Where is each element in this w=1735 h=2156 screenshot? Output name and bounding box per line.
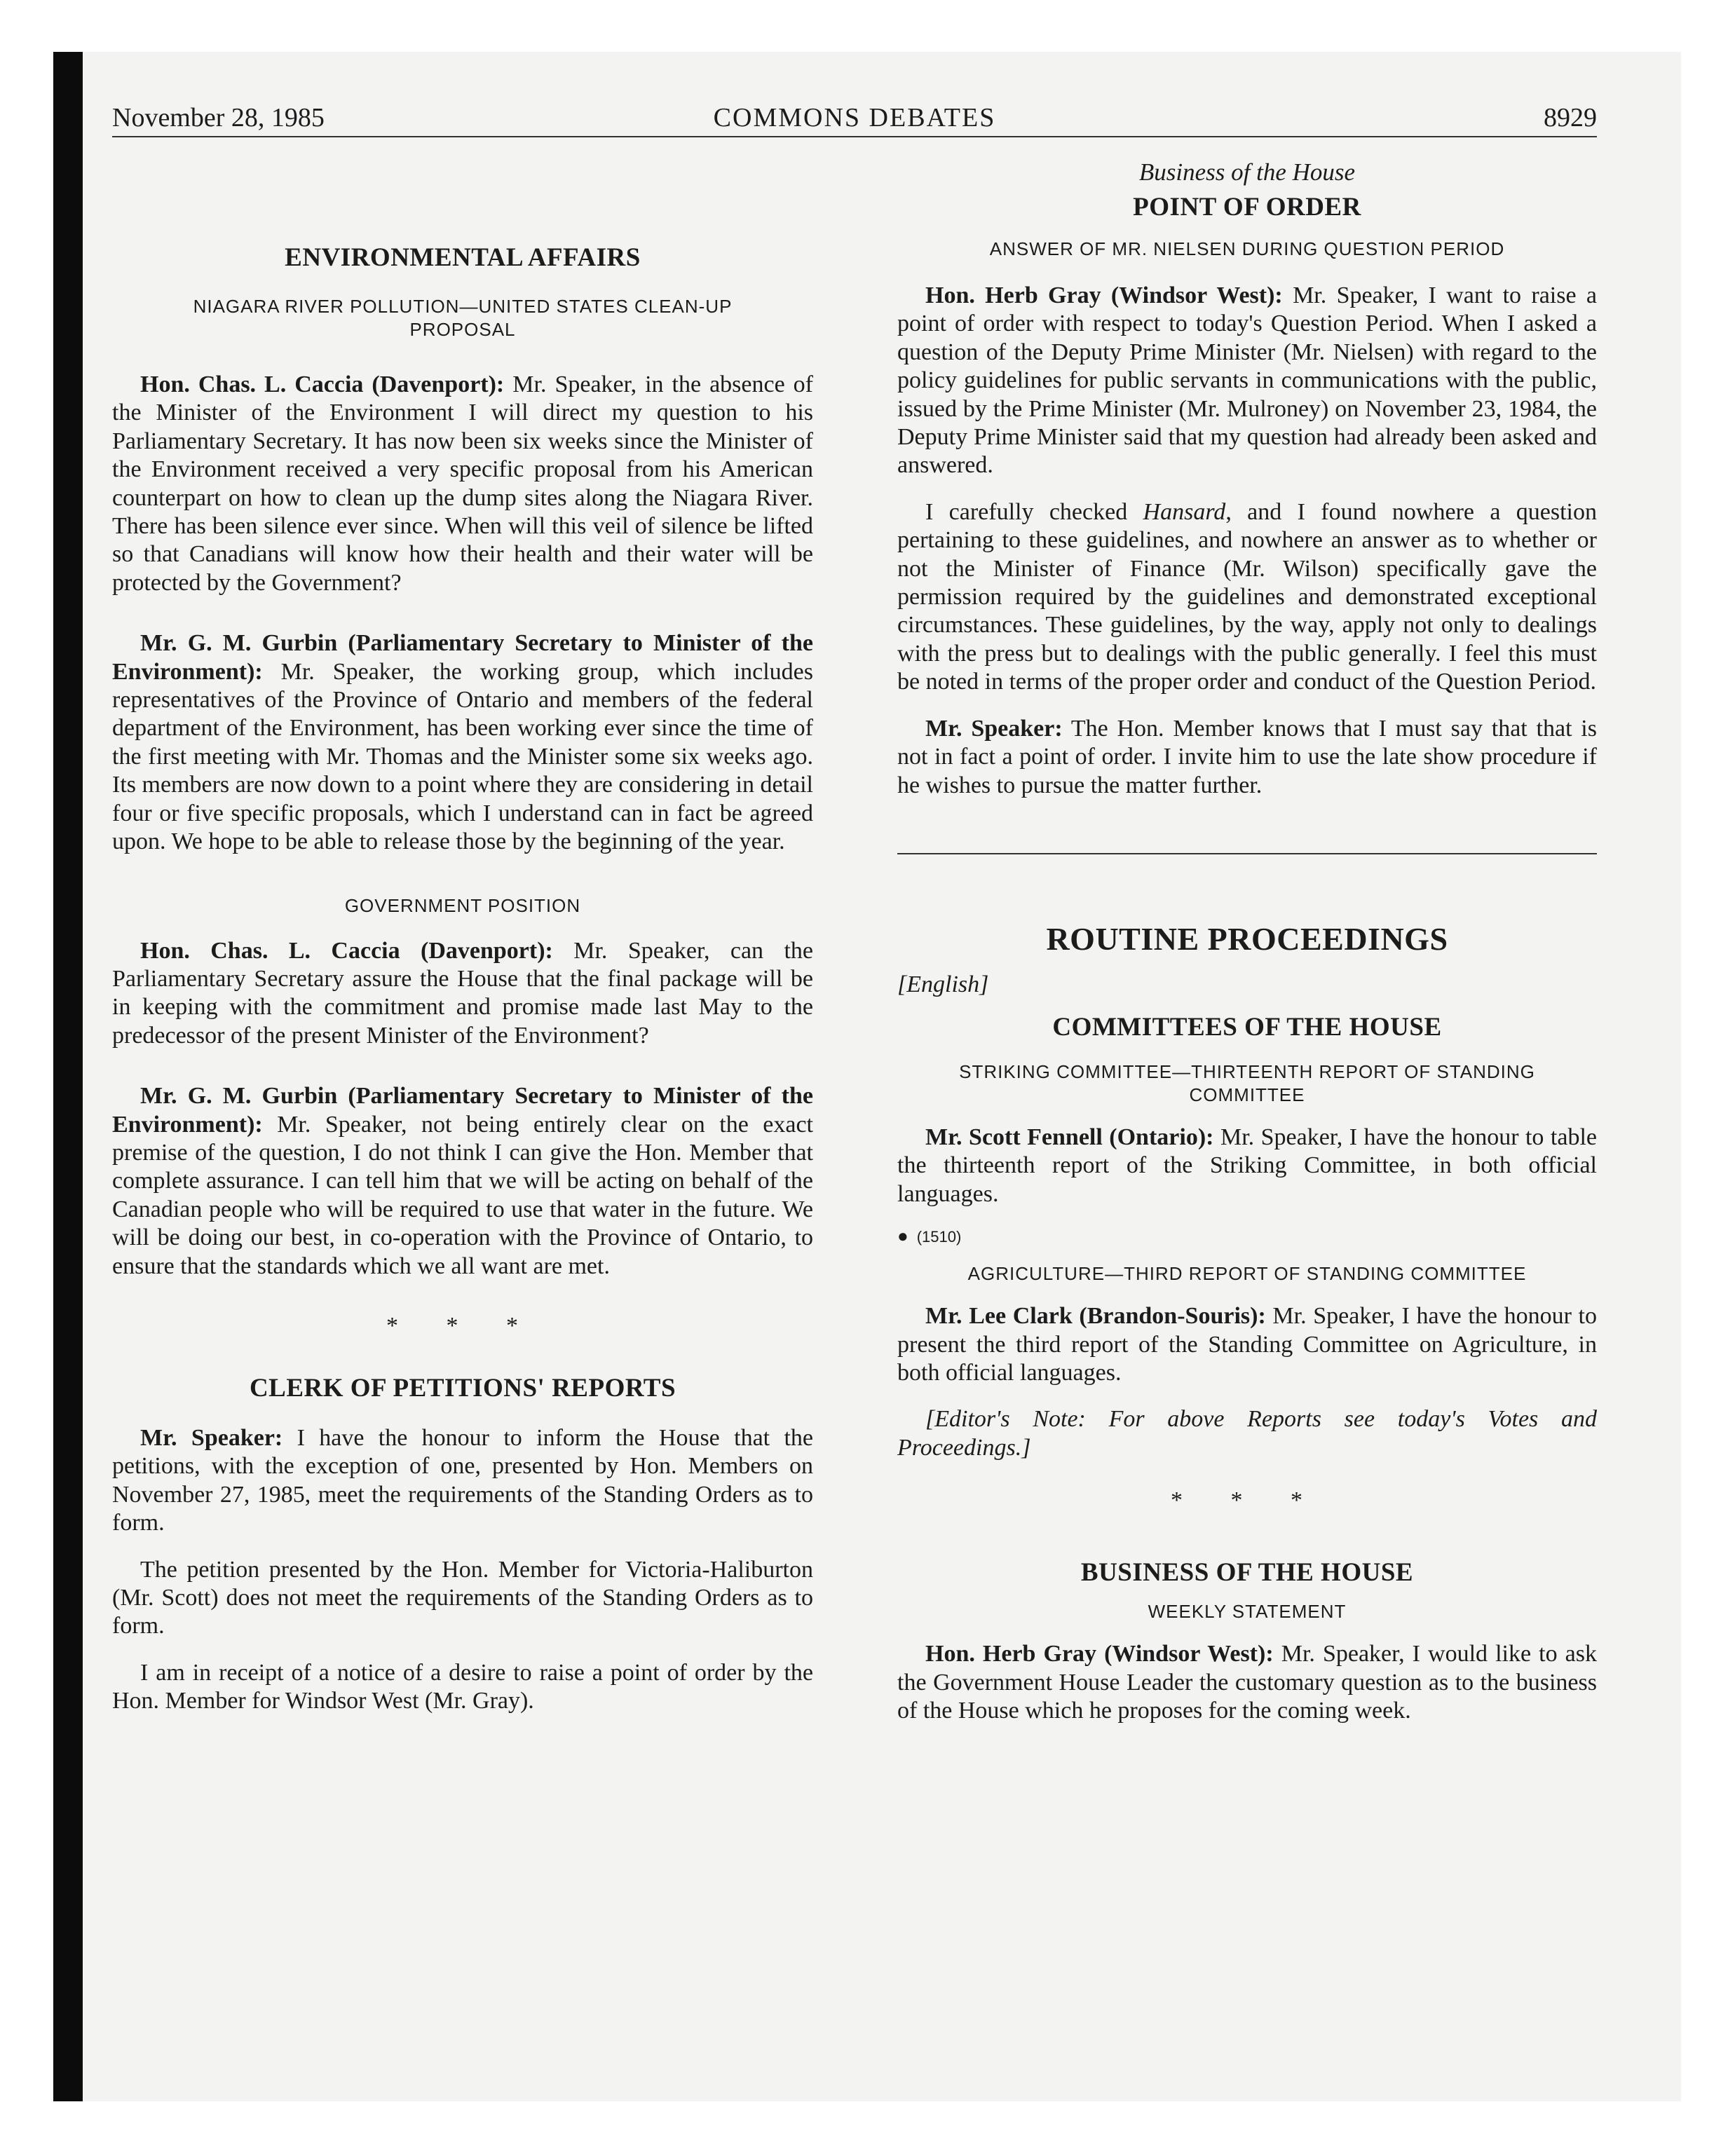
speaker-name: Hon. Herb Gray (Windsor West):: [925, 1641, 1274, 1667]
speaker-name: Mr. Speaker:: [140, 1424, 283, 1451]
paragraph-caccia-1: Hon. Chas. L. Caccia (Davenport): Mr. Speaker, in the absence of the Minister of the Environment I will direct my question to his Parliamentary Secretary. It has now been six weeks since the Minister of the Environment received a very specific proposal from his American counterpart on how to clean up the dump sites along the Niagara River. There has been silence ever since. When will this veil of silence be lifted so that Canadians will know how their health and their water will be protected by the Government?: [112, 371, 813, 596]
hansard-reference: Hansard: [1143, 498, 1226, 525]
language-marker: [English]: [897, 971, 989, 997]
bullet-icon: ●: [897, 1225, 909, 1247]
paragraph-gray-2: I carefully checked Hansard, and I found nowhere a question pertaining to these guidelines, and nowhere an answer as to whether or not the Minister of Finance (Mr. Wilson) specifically gave the permission required by the guidelines and demonstrated exceptional circumstances. These guidelines, by the way, apply not only to dealings with the press but to dealings with the public generally. I feel this must be noted in terms of the proper order and conduct of the Question Period.: [897, 498, 1597, 695]
right-column: [897, 158, 1597, 1725]
timestamp: ● (1510): [897, 1225, 962, 1247]
paragraph-clark: Mr. Lee Clark (Brandon-Souris): Mr. Speaker, I have the honour to present the third report of the Standing Committee on Agriculture, in both official languages.: [897, 1303, 1597, 1386]
subheading-niagara: NIAGARA RIVER POLLUTION—UNITED STATES CLEAN-UP PROPOSAL: [193, 296, 733, 340]
paragraph-petition-victoria: The petition presented by the Hon. Member for Victoria-Haliburton (Mr. Scott) does not meet the requirements of the Standing Orders as to form.: [112, 1556, 813, 1639]
speaker-name: Mr. Lee Clark (Brandon-Souris):: [925, 1303, 1266, 1330]
section-heading-environmental-affairs: ENVIRONMENTAL AFFAIRS: [285, 243, 641, 272]
paragraph-gurbin-2: Mr. G. M. Gurbin (Parliamentary Secretary to Minister of the Environment): Mr. Speaker, not being entirely clear on the exact premise of the question, I do not think I can give the Hon. Member that complete assurance. I can tell him that we will be acting on behalf of the Canadian people who will be required to use that water in the future. We will be doing our best, in co-operation with the Province of Ontario, to ensure that the standards which we all want are met.: [112, 1083, 813, 1279]
subheading-agriculture: AGRICULTURE—THIRD REPORT OF STANDING COMMITTEE: [967, 1263, 1527, 1285]
section-heading-point-of-order: POINT OF ORDER: [1133, 193, 1361, 221]
paragraph-caccia-2: Hon. Chas. L. Caccia (Davenport): Mr. Speaker, can the Parliamentary Secretary assure the House that the final package will be in keeping with the commitment and promise made last May to the predecessor of the present Minister of the Environment?: [112, 937, 813, 1049]
section-heading-clerk-of-petitions: CLERK OF PETITIONS' REPORTS: [249, 1373, 676, 1403]
section-heading-business: BUSINESS OF THE HOUSE: [1080, 1558, 1414, 1588]
speaker-name: Hon. Chas. L. Caccia (Davenport):: [140, 371, 505, 397]
paragraph-gurbin-1: Mr. G. M. Gurbin (Parliamentary Secretary to Minister of the Environment): Mr. Speaker, the working group, which includes representatives of the Province of Ontario and members of the federal department of the Environment, has been working ever since the time of the first meeting with Mr. Thomas and the Minister some six weeks ago. Its members are now down to a point where they are considering in detail four or five specific proposals, which I understand can in fact be agreed upon. We hope to be able to release those by the beginning of the year.: [112, 630, 813, 855]
paragraph-notice-point-of-order: I am in receipt of a notice of a desire to raise a point of order by the Hon. Member for Windsor West (Mr. Gray).: [112, 1659, 813, 1714]
routine-proceedings-heading: ROUTINE PROCEEDINGS: [1046, 920, 1448, 957]
subheading-striking-committee: STRIKING COMMITTEE—THIRTEENTH REPORT OF STANDING COMMITTEE: [959, 1060, 1535, 1105]
paragraph-fennell: Mr. Scott Fennell (Ontario): Mr. Speaker, I have the honour to table the thirteenth report of the Striking Committee, in both official languages.: [897, 1124, 1597, 1207]
section-separator: * * *: [386, 1312, 539, 1339]
left-column: [112, 158, 813, 1716]
paragraph-gray-1: Hon. Herb Gray (Windsor West): Mr. Speaker, I want to raise a point of order with respect to today's Question Period. When I asked a question of the Deputy Prime Minister (Mr. Nielsen) with regard to the policy guidelines for public servants in communications with the public, issued by the Prime Minister (Mr. Mulroney) on November 23, 1984, the Deputy Prime Minister said that my question had already been asked and answered.: [897, 282, 1597, 479]
speaker-name: Mr. Scott Fennell (Ontario):: [925, 1124, 1214, 1150]
header-date: November 28, 1985: [112, 103, 325, 132]
speaker-name: Mr. G. M. Gurbin (Parliamentary Secretary to Minister of the Environment):: [112, 630, 813, 685]
section-heading-committees: COMMITTEES OF THE HOUSE: [1052, 1012, 1442, 1042]
binding-edge: [53, 52, 83, 2101]
paragraph-speaker-petitions: Mr. Speaker: I have the honour to inform the House that the petitions, with the exception of one, presented by Hon. Members on November 27, 1985, meet the requirements of the Standing Orders as to form.: [112, 1424, 813, 1536]
editor-note: [Editor's Note: For above Reports see today's Votes and Proceedings.]: [897, 1406, 1597, 1461]
subheading-weekly-statement: WEEKLY STATEMENT: [1148, 1601, 1347, 1623]
section-kicker: Business of the House: [1138, 158, 1356, 186]
subheading-government-position: GOVERNMENT POSITION: [344, 894, 581, 916]
speaker-name: Mr. Speaker:: [925, 715, 1063, 742]
speaker-name: Hon. Herb Gray (Windsor West):: [925, 282, 1283, 308]
speaker-name: Hon. Chas. L. Caccia (Davenport):: [140, 937, 553, 964]
running-header: [112, 102, 1597, 137]
subheading-answer-nielsen: ANSWER OF MR. NIELSEN DURING QUESTION PERIOD: [989, 238, 1505, 259]
header-title: COMMONS DEBATES: [713, 103, 996, 132]
section-separator: * * *: [1171, 1487, 1324, 1514]
paragraph-speaker-ruling: Mr. Speaker: The Hon. Member knows that I must say that that is not in fact a point of order. I invite him to use the late show procedure if he wishes to pursue the matter further.: [897, 715, 1597, 798]
paragraph-gray-3: Hon. Herb Gray (Windsor West): Mr. Speaker, I would like to ask the Government House Leader the customary question as to the business of the House which he proposes for the coming week.: [897, 1641, 1597, 1724]
page-number: 8929: [1544, 103, 1597, 132]
speaker-name: Mr. G. M. Gurbin (Parliamentary Secretary to Minister of the Environment):: [112, 1083, 813, 1138]
